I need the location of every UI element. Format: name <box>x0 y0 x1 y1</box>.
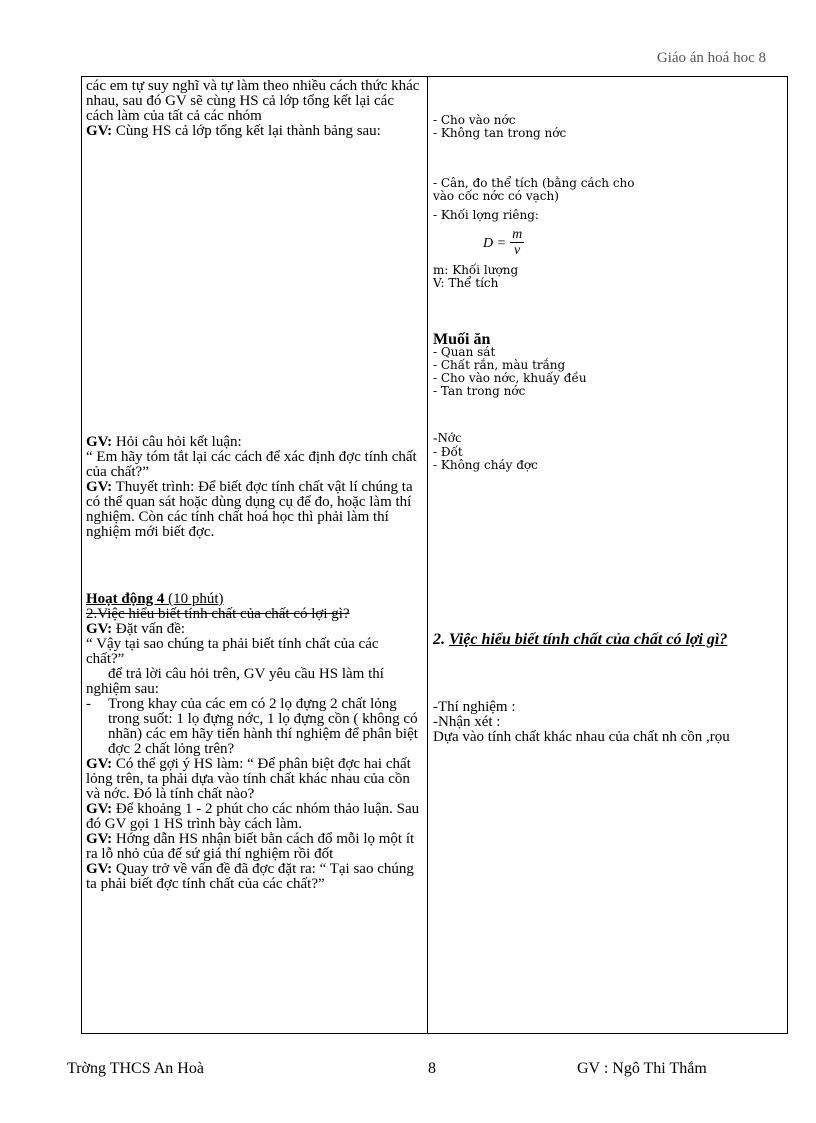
gv-label: GV: <box>86 621 113 637</box>
gv-summary-text: Cùng HS cả lớp tổng kết lại thành bảng sau: <box>112 123 381 139</box>
gv-discussion-text: Để khoảng 1 - 2 phút cho các nhóm thảo luận. Sau đó GV gọi 1 HS trình bày cách làm. <box>86 801 420 832</box>
right-line: - Chất rắn, màu trắng <box>433 358 566 372</box>
gv-return <box>86 862 420 892</box>
gv-problem <box>86 622 420 637</box>
gv-presentation-text: Thuyết trình: Để biết đợc tính chất vật lí chúng ta có thể quan sát hoặc dùng dụng cụ để đo, hoặc làm thí nghiệm. Còn các tính chất hoá học thì phải làm thí nghiệm mới biết đợc. <box>86 479 413 540</box>
gv-guide <box>86 832 420 862</box>
right-line: m: Khối lượng <box>433 263 519 277</box>
gv-hint <box>86 757 420 802</box>
formula-numerator: m <box>512 227 523 242</box>
section2-title: Việc hiểu biết tính chất của chất có lợi gì? <box>449 631 728 648</box>
gv-label: GV: <box>86 756 113 772</box>
right-block-experiment <box>433 700 783 745</box>
column-divider <box>427 76 428 1034</box>
right-line: - Tan trong nớc <box>433 384 526 398</box>
right-line: V: Thể tích <box>433 276 499 290</box>
problem-quote: “ Vậy tại sao chúng ta phải biết tính chất của các chất?” <box>86 636 379 667</box>
right-line: - Quan sát <box>433 345 496 359</box>
gv-hint-text: Có thể gợi ý HS làm: “ Để phân biệt đợc hai chất lỏng trên, ta phải dựa vào tính chất khác nhau của cồn và nớc. Đó là tính chất nào? <box>86 756 411 802</box>
question-quote: “ Em hãy tóm tắt lại các cách để xác định đợc tính chất của chất?” <box>86 449 417 480</box>
gv-label: GV: <box>86 123 113 139</box>
right-line: -Nớc <box>433 431 462 446</box>
gv-presentation <box>86 480 420 540</box>
gv-label: GV: <box>86 831 113 847</box>
density-formula <box>483 228 524 259</box>
formula-denominator: v <box>514 243 521 258</box>
section2-heading <box>433 632 783 648</box>
experiment-request: để trả lời câu hỏi trên, GV yêu cầu HS làm thí nghiệm sau: <box>86 666 384 697</box>
gv-summary <box>86 124 420 139</box>
activity-heading <box>86 592 420 607</box>
right-block-burn <box>433 432 783 472</box>
left-block-activity4 <box>86 592 420 892</box>
gv-label: GV: <box>86 434 113 450</box>
gv-label: GV: <box>86 861 113 877</box>
right-line: - Cho vào nớc <box>433 113 516 127</box>
gv-label: GV: <box>86 479 113 495</box>
left-block-conclusion <box>86 435 420 540</box>
footer-page-number: 8 <box>428 1060 436 1077</box>
right-line: vào cốc nớc có vạch) <box>433 189 559 203</box>
page-header-title: Giáo án hoá hoc 8 <box>656 50 766 66</box>
gv-label: GV: <box>86 801 113 817</box>
activity-title: Hoạt động 4 <box>86 591 165 607</box>
gv-discussion <box>86 802 420 832</box>
activity-subtitle: 2.Việc hiểu biết tính chất của chất có lợi gì? <box>86 606 350 622</box>
right-line: Dựa vào tính chất khác nhau của chất nh cồn ,rọu <box>433 729 730 745</box>
right-line: - Cân, đo thể tích (bằng cách cho <box>433 176 635 190</box>
formula-fraction <box>510 228 524 259</box>
activity-time: (10 phút) <box>164 591 224 607</box>
right-block-section2 <box>433 632 783 648</box>
salt-heading: Muối ăn <box>433 331 491 348</box>
right-line: - Cho vào nớc, khuấy đều <box>433 371 587 385</box>
intro-text: các em tự suy nghĩ và tự làm theo nhiều cách thức khác nhau, sau đó GV sẽ cùng HS cả lớp tổng kết lại các cách làm của tất cả các nhóm <box>86 78 420 124</box>
right-line: - Không cháy đợc <box>433 458 538 472</box>
experiment-bullet <box>86 697 420 757</box>
right-block-salt <box>433 333 783 398</box>
bullet-mark: - <box>86 696 91 712</box>
right-line: -Nhận xét : <box>433 714 501 730</box>
left-block-intro <box>86 79 420 139</box>
right-line: - Đốt <box>433 445 463 459</box>
footer-teacher: GV : Ngô Thi Thắm <box>577 1060 707 1077</box>
right-line: - Khối lợng riêng: <box>433 208 539 222</box>
right-line: -Thí nghiệm : <box>433 699 516 715</box>
gv-return-text: Quay trở về vấn đề đã đợc đặt ra: “ Tại sao chúng ta phải biết đợc tính chất của các chất?” <box>86 861 414 892</box>
formula-lhs: D = <box>483 235 507 251</box>
section2-number: 2. <box>433 631 449 648</box>
right-line: - Không tan trong nớc <box>433 126 567 140</box>
right-block-water <box>433 114 783 140</box>
experiment-bullet-text: Trong khay của các em có 2 lọ đựng 2 chất lỏng trong suốt: 1 lọ đựng nớc, 1 lọ đựng cồn ( không có nhãn) các em hãy tiến hành thí nghiệm để phân biệt đợc 2 chất lỏng trên? <box>108 696 418 757</box>
gv-question <box>86 435 420 450</box>
gv-guide-text: Hớng dẫn HS nhận biết bằn cách đổ mỗi lọ một ít ra lỗ nhỏ của đế sứ giá thí nghiệm rồi đốt <box>86 831 415 862</box>
right-block-legend <box>433 264 783 290</box>
gv-problem-text: Đặt vấn đề: <box>112 621 186 637</box>
right-block-measure <box>433 177 783 222</box>
gv-question-text: Hỏi câu hỏi kết luận: <box>112 434 242 450</box>
footer-school: Trờng THCS An Hoà <box>67 1060 204 1077</box>
